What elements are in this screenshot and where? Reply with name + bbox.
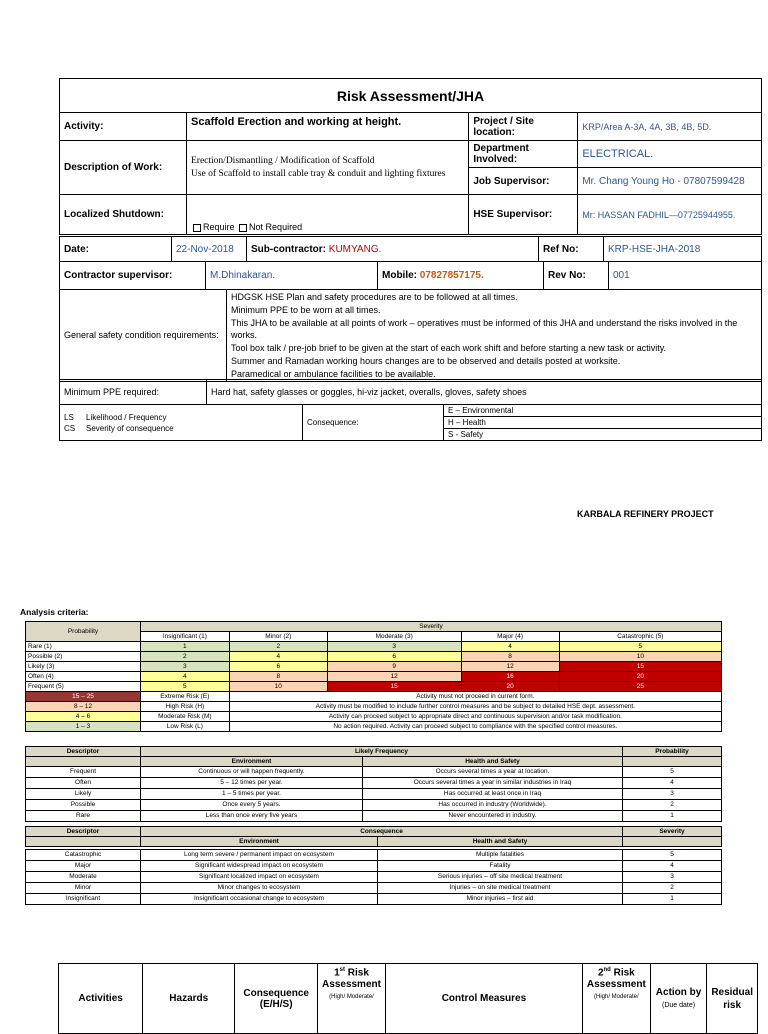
contractor-supervisor-label: Contractor supervisor: bbox=[60, 262, 206, 290]
cons-descriptor: Major bbox=[26, 861, 141, 872]
level-name: Extreme Risk (E) bbox=[141, 692, 230, 702]
freq-prob-head: Probability bbox=[623, 747, 722, 757]
col-consequence: Consequence (E/H/S) bbox=[235, 964, 318, 1034]
general-line: Paramedical or ambulance facilities to be available. bbox=[231, 368, 436, 379]
general-lines bbox=[227, 290, 762, 382]
desc-line-1: Erection/Dismantling / Modification of Scaffold bbox=[191, 155, 375, 166]
cons-hs: Minor injuries – first aid bbox=[378, 894, 623, 905]
matrix-row-label: Likely (3) bbox=[26, 662, 141, 672]
cons-sev: 5 bbox=[623, 850, 722, 861]
mobile-value: 07827857175. bbox=[419, 270, 484, 281]
matrix-cell: 20 bbox=[559, 672, 721, 682]
desc-line-2: Use of Scaffold to install cable tray & conduit and lighting fixtures bbox=[191, 168, 446, 179]
cons-hs: Fatality bbox=[378, 861, 623, 872]
cons-descriptor: Insignificant bbox=[26, 894, 141, 905]
freq-env-head: Environment bbox=[141, 757, 363, 767]
freq-hs: Occurs several times a year at location. bbox=[363, 767, 623, 778]
matrix-cell: 16 bbox=[461, 672, 559, 682]
matrix-cell: 25 bbox=[559, 682, 721, 692]
cons-sev: 3 bbox=[623, 872, 722, 883]
matrix-cell: 3 bbox=[141, 662, 230, 672]
cons-sev: 2 bbox=[623, 883, 722, 894]
analysis-table bbox=[25, 621, 722, 732]
general-label: General safety condition requirements: bbox=[60, 290, 227, 382]
matrix-cell: 15 bbox=[559, 662, 721, 672]
job-supervisor-name: Mr. Chang Young Ho bbox=[582, 175, 675, 187]
cons-sev: 1 bbox=[623, 894, 722, 905]
matrix-cell: 10 bbox=[559, 652, 721, 662]
matrix-cell: 2 bbox=[229, 642, 327, 652]
analysis-title: Analysis criteria: bbox=[20, 607, 89, 617]
freq-rows bbox=[25, 766, 722, 822]
level-range: 4 – 6 bbox=[26, 712, 141, 722]
general-line: HDGSK HSE Plan and safety procedures are to be followed at all times. bbox=[231, 292, 518, 302]
col-activities: Activities bbox=[59, 964, 143, 1034]
consequence-table bbox=[25, 826, 722, 847]
jha-header-table bbox=[58, 963, 758, 1034]
first-sub: (High/ Moderate/ bbox=[329, 994, 374, 1001]
level-range: 1 – 3 bbox=[26, 722, 141, 732]
second-num: 2 bbox=[597, 967, 604, 979]
general-line: Summer and Ramadan working hours changes are to be observed and details posted at worksite. bbox=[231, 355, 621, 366]
cons-env: Long term severe / permanent impact on ecosystem bbox=[141, 850, 378, 861]
supervisor-table bbox=[59, 261, 762, 290]
ppe-table bbox=[59, 379, 762, 405]
general-table bbox=[59, 289, 762, 382]
mobile-label: Mobile: bbox=[382, 270, 420, 281]
cs-text: Severity of consequence bbox=[86, 423, 174, 433]
matrix-cell: 9 bbox=[327, 662, 461, 672]
cons-hs: Multiple fatalities bbox=[378, 850, 623, 861]
date-table bbox=[59, 236, 762, 262]
matrix-row-label: Rare (1) bbox=[26, 642, 141, 652]
freq-env: 1 – 5 times per year. bbox=[141, 789, 363, 800]
cons-s: S - Safety bbox=[444, 429, 762, 441]
jha-info-table bbox=[59, 78, 762, 235]
date-label: Date: bbox=[60, 237, 172, 262]
ref-value: KRP-HSE-JHA-2018 bbox=[604, 237, 762, 262]
col-residual: Residual risk bbox=[707, 964, 758, 1034]
job-supervisor-phone: - 07807599428 bbox=[674, 175, 745, 187]
cons-descriptor: Minor bbox=[26, 883, 141, 894]
cons-env-head: Environment bbox=[141, 837, 378, 847]
ls-text: Likelihood / Frequency bbox=[86, 412, 167, 422]
sev-col: Moderate (3) bbox=[327, 632, 461, 642]
action-sub: (Due date) bbox=[662, 1001, 696, 1009]
sev-col: Major (4) bbox=[461, 632, 559, 642]
matrix-cell: 12 bbox=[327, 672, 461, 682]
freq-prob: 1 bbox=[623, 811, 722, 822]
job-supervisor-label: Job Supervisor: bbox=[469, 168, 578, 195]
ref-label: Ref No: bbox=[539, 237, 604, 262]
shutdown-options bbox=[187, 195, 469, 235]
cons-rows bbox=[25, 849, 722, 905]
freq-descriptor: Frequent bbox=[26, 767, 141, 778]
activity-value: Scaffold Erection and working at height. bbox=[187, 113, 469, 141]
hse-value: Mr: HASSAN FADHIL—07725944955. bbox=[578, 195, 762, 235]
sev-col: Catastrophic (5) bbox=[559, 632, 721, 642]
ls-code: LS bbox=[64, 412, 74, 422]
level-name: Moderate Risk (M) bbox=[141, 712, 230, 722]
rev-value: 001 bbox=[609, 262, 762, 290]
freq-env: Once every 5 years. bbox=[141, 800, 363, 811]
col-first-risk bbox=[318, 964, 386, 1034]
matrix-row-label: Often (4) bbox=[26, 672, 141, 682]
matrix-cell: 8 bbox=[461, 652, 559, 662]
project-value: KRP/Area A-3A, 4A, 3B, 4B, 5D. bbox=[578, 113, 762, 141]
freq-title: Likely Frequency bbox=[141, 747, 623, 757]
desc-label: Description of Work: bbox=[60, 141, 187, 195]
cons-descriptor: Moderate bbox=[26, 872, 141, 883]
matrix-row-label: Possible (2) bbox=[26, 652, 141, 662]
freq-prob: 4 bbox=[623, 778, 722, 789]
freq-prob: 5 bbox=[623, 767, 722, 778]
cons-sev-head: Severity bbox=[623, 827, 722, 837]
date-value: 22-Nov-2018 bbox=[172, 237, 247, 262]
probability-head: Probability bbox=[26, 622, 141, 642]
matrix-cell: 6 bbox=[229, 662, 327, 672]
ppe-value: Hard hat, safety glasses or goggles, hi-viz jacket, overalls, gloves, safety shoes bbox=[207, 380, 762, 405]
project-name: KARBALA REFINERY PROJECT bbox=[577, 509, 714, 519]
matrix-cell: 4 bbox=[141, 672, 230, 682]
level-range: 8 – 12 bbox=[26, 702, 141, 712]
level-range: 15 – 25 bbox=[26, 692, 141, 702]
freq-hs-head: Health and Safety bbox=[363, 757, 623, 767]
not-required-checkbox[interactable] bbox=[239, 224, 247, 232]
dept-label: Department Involved: bbox=[469, 141, 578, 168]
cons-e: E – Environmental bbox=[444, 405, 762, 417]
consequence-label: Consequence: bbox=[303, 405, 444, 441]
first-label: Risk Assessment bbox=[322, 967, 381, 991]
freq-descriptor: Possible bbox=[26, 800, 141, 811]
matrix-cell: 3 bbox=[327, 642, 461, 652]
matrix-cell: 5 bbox=[559, 642, 721, 652]
matrix-cell: 15 bbox=[327, 682, 461, 692]
doc-title: Risk Assessment/JHA bbox=[60, 79, 762, 113]
subcontractor bbox=[247, 237, 539, 262]
level-desc: Activity must not proceed in current form. bbox=[229, 692, 721, 702]
matrix-cell: 4 bbox=[229, 652, 327, 662]
matrix-cell: 6 bbox=[327, 652, 461, 662]
cons-hs: Serious injuries – off site medical treatment bbox=[378, 872, 623, 883]
col-controls: Control Measures bbox=[385, 964, 582, 1034]
action-label: Action by bbox=[655, 986, 702, 998]
require-checkbox[interactable] bbox=[193, 224, 201, 232]
freq-env: Continuous or will happen frequently. bbox=[141, 767, 363, 778]
frequency-table bbox=[25, 746, 722, 767]
freq-env: Less than once every five years bbox=[141, 811, 363, 822]
cons-rows-wrap bbox=[25, 849, 722, 905]
matrix-cell: 20 bbox=[461, 682, 559, 692]
project-label: Project / Site location: bbox=[469, 113, 578, 141]
freq-descriptor: Rare bbox=[26, 811, 141, 822]
second-sup: nd bbox=[603, 967, 611, 973]
matrix-cell: 4 bbox=[461, 642, 559, 652]
freq-prob: 3 bbox=[623, 789, 722, 800]
level-name: High Risk (H) bbox=[141, 702, 230, 712]
job-supervisor-value bbox=[578, 168, 762, 195]
severity-head: Severity bbox=[141, 622, 722, 632]
matrix-cell: 12 bbox=[461, 662, 559, 672]
freq-descriptor-head: Descriptor bbox=[26, 747, 141, 757]
matrix-cell: 8 bbox=[229, 672, 327, 682]
freq-hs: Occurs several times a year in similar industries in Iraq bbox=[363, 778, 623, 789]
col-hazards: Hazards bbox=[143, 964, 235, 1034]
cons-title: Consequence bbox=[141, 827, 623, 837]
first-sup: st bbox=[339, 967, 345, 973]
freq-rows-wrap bbox=[25, 766, 722, 822]
ppe-label: Minimum PPE required: bbox=[60, 380, 207, 405]
shutdown-label: Localized Shutdown: bbox=[60, 195, 187, 235]
not-required-label: Not Required bbox=[249, 222, 303, 232]
cons-descriptor-head: Descriptor bbox=[26, 827, 141, 837]
level-desc: No action required. Activity can proceed subject to compliance with the specified control measures. bbox=[229, 722, 721, 732]
freq-descriptor: Often bbox=[26, 778, 141, 789]
freq-hs: Never encountered in industry. bbox=[363, 811, 623, 822]
cons-env: Minor changes to ecosystem bbox=[141, 883, 378, 894]
cons-env: Significant widespread impact on ecosystem bbox=[141, 861, 378, 872]
freq-hs: Has occurred at least once in Iraq bbox=[363, 789, 623, 800]
general-line: Tool box talk / pre-job brief to be given at the start of each work shift and before starting a new task or activity. bbox=[231, 343, 667, 354]
freq-env: 5 – 12 times per year. bbox=[141, 778, 363, 789]
activity-label: Activity: bbox=[60, 113, 187, 141]
freq-prob: 2 bbox=[623, 800, 722, 811]
second-label: Risk Assessment bbox=[586, 967, 646, 991]
first-num: 1 bbox=[334, 967, 340, 979]
level-name: Low Risk (L) bbox=[141, 722, 230, 732]
matrix-cell: 1 bbox=[141, 642, 230, 652]
desc-value bbox=[187, 141, 469, 195]
sev-col: Insignificant (1) bbox=[141, 632, 230, 642]
cons-hs-head: Health and Safety bbox=[378, 837, 623, 847]
cs-code: CS bbox=[64, 423, 76, 433]
general-line: This JHA to be available at all points of work – operatives must be informed of this JHA and understand the risks involved in the works. bbox=[231, 317, 738, 341]
subcontractor-label: Sub-contractor: bbox=[251, 243, 329, 255]
contractor-supervisor-value: M.Dhinakaran. bbox=[206, 262, 378, 290]
ls-cs-cell bbox=[60, 405, 303, 441]
matrix-cell: 2 bbox=[141, 652, 230, 662]
cons-descriptor: Catastrophic bbox=[26, 850, 141, 861]
rev-label: Rev No: bbox=[544, 262, 609, 290]
hse-label: HSE Supervisor: bbox=[469, 195, 578, 235]
cons-env: Significant localized impact on ecosystem bbox=[141, 872, 378, 883]
subcontractor-value: KUMYANG. bbox=[328, 243, 382, 255]
matrix-cell: 10 bbox=[229, 682, 327, 692]
col-second-risk bbox=[582, 964, 650, 1034]
matrix-row-label: Frequent (5) bbox=[26, 682, 141, 692]
general-line: Minimum PPE to be worn at all times. bbox=[231, 304, 381, 315]
level-desc: Activity must be modified to include further control measures and be subject to detailed HSE dept. assessment. bbox=[229, 702, 721, 712]
second-sub: (High/ Moderate/ bbox=[594, 994, 639, 1001]
freq-descriptor: Likely bbox=[26, 789, 141, 800]
level-desc: Activity can proceed subject to appropriate direct and continuous supervision and/or task modification. bbox=[229, 712, 721, 722]
dept-value: ELECTRICAL. bbox=[578, 141, 762, 168]
cons-env: Insignificant occasional change to ecosystem bbox=[141, 894, 378, 905]
col-action bbox=[650, 964, 707, 1034]
cons-hs: Injuries – on site medical treatment bbox=[378, 883, 623, 894]
matrix-cell: 5 bbox=[141, 682, 230, 692]
freq-hs: Has occurred in industry (Worldwide). bbox=[363, 800, 623, 811]
sev-col: Minor (2) bbox=[229, 632, 327, 642]
cons-h: H – Health bbox=[444, 417, 762, 429]
mobile bbox=[378, 262, 544, 290]
require-label: Require bbox=[203, 222, 235, 232]
legend-table bbox=[59, 404, 762, 441]
cons-sev: 4 bbox=[623, 861, 722, 872]
